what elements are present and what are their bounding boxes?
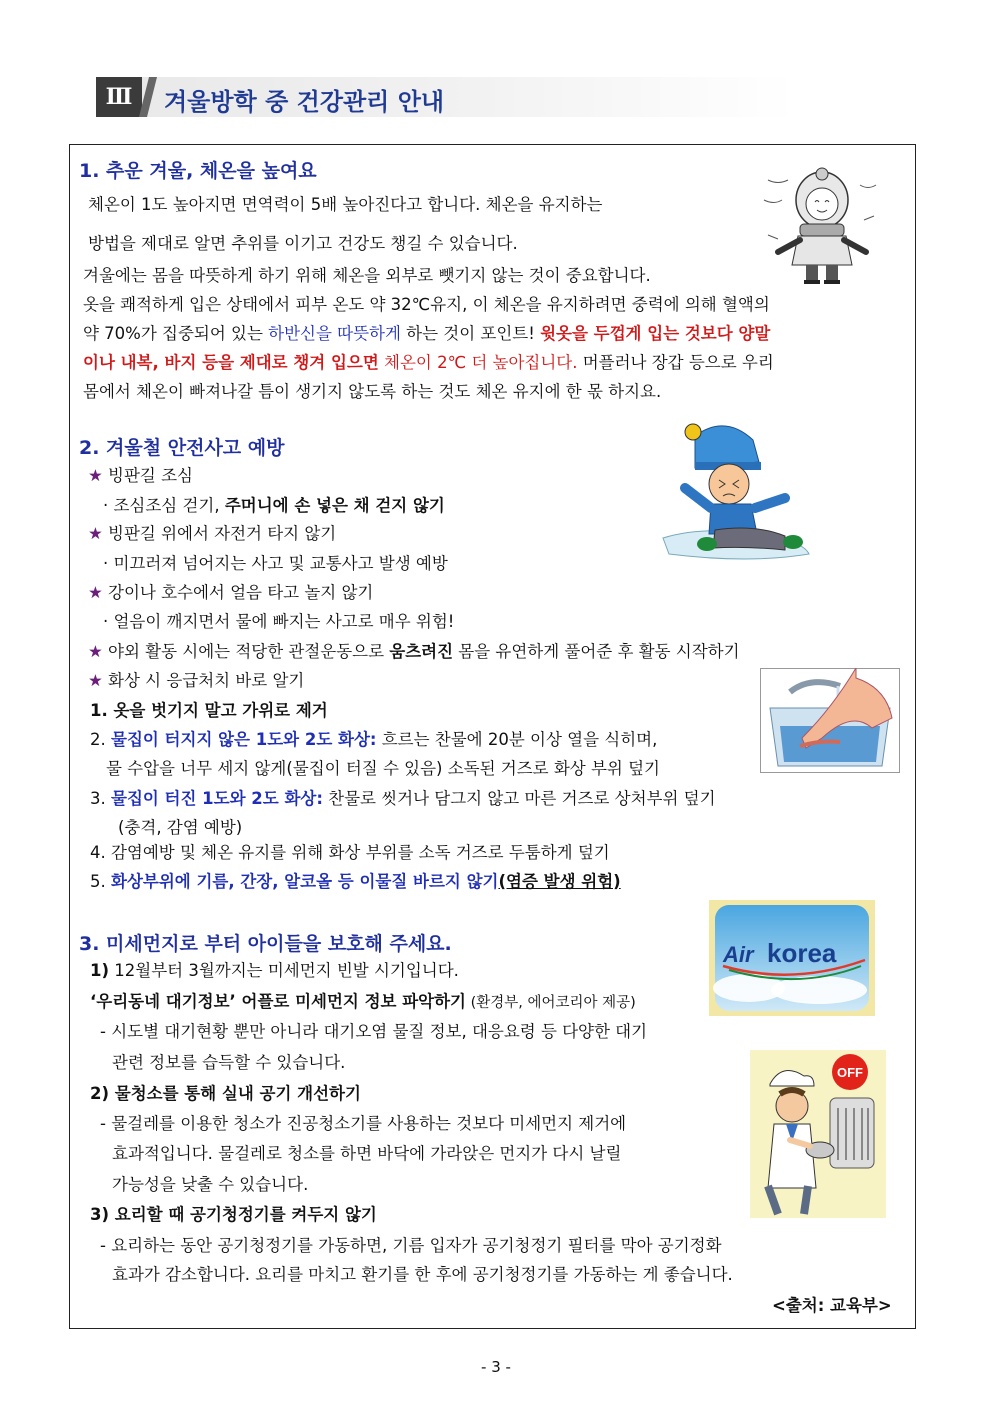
item-text: 빙판길 조심 (108, 466, 193, 485)
off-label: OFF (837, 1065, 863, 1080)
logo-text-korea: korea (767, 938, 837, 968)
text-run-blue: 물집이 터진 1도와 2도 화상: (111, 789, 323, 808)
text-run: 2. (90, 730, 111, 749)
s1-line: 겨울에는 몸을 따뜻하게 하기 위해 체온을 외부로 뺏기지 않는 것이 중요합니다. (83, 266, 651, 285)
s2-subitem: · 얼음이 깨지면서 물에 빠지는 사고로 매우 위험! (103, 612, 455, 631)
s1-line: 옷을 쾌적하게 입은 상태에서 피부 온도 약 32℃유지, 이 체온을 유지하려면 중력에 의해 혈액의 (83, 295, 770, 314)
s3-point-1-detail: - 시도별 대기현황 뿐만 아니라 대기오염 물질 정보, 대응요령 등 다양한 대기 (100, 1022, 648, 1041)
text-run-red: 윗옷을 두껍게 입는 것보다 양말 (540, 324, 771, 343)
s1-line (83, 324, 770, 344)
text-run-bold: 주머니에 손 넣은 채 걷지 않기 (224, 496, 445, 515)
s1-line (83, 353, 774, 373)
winter-child-illustration (760, 160, 885, 290)
text-run-underlined: (염증 발생 위험) (498, 872, 621, 891)
item-text: 빙판길 위에서 자전거 타지 않기 (108, 524, 337, 543)
s1-heading: 1. 추운 겨울, 체온을 높여요 (79, 160, 317, 182)
star-icon: ★ (88, 583, 103, 602)
section-title: 겨울방학 중 건강관리 안내 (164, 88, 445, 116)
s3-point-2-detail: 효과적입니다. 물걸레로 청소를 하면 바닥에 가라앉은 먼지가 다시 날릴 (112, 1144, 622, 1163)
text-run-blue: 하반신을 따뜻하게 (268, 324, 401, 343)
s2-item (88, 524, 336, 544)
airkorea-logo (709, 900, 875, 1016)
star-icon: ★ (88, 671, 103, 690)
s3-point-3-detail: - 요리하는 동안 공기청정기를 가동하면, 기름 입자가 공기청정기 필터를 막아 공기정화 (100, 1236, 722, 1255)
text-run-red: 이나 내복, 바지 등을 제대로 챙겨 입으면 (83, 353, 379, 372)
s3-point-1-app (90, 992, 636, 1013)
text-run: 하는 것이 포인트! (400, 324, 541, 343)
text-run: 12월부터 3월까지는 미세먼지 빈발 시기입니다. (109, 961, 459, 980)
text-run: 3. (90, 789, 111, 808)
item-text: 강이나 호수에서 얼음 타고 놀지 않기 (108, 583, 374, 602)
s3-point-2-detail: 가능성을 낮출 수 있습니다. (112, 1175, 309, 1194)
item-text: 화상 시 응급처치 바로 알기 (108, 671, 305, 690)
burn-step-5 (90, 872, 621, 892)
logo-text-air: Air (723, 942, 754, 967)
text-run: 머플러나 장갑 등으로 우리 (577, 353, 774, 372)
text-run-bold: ‘우리동네 대기정보’ 어플로 미세먼지 정보 파악하기 (90, 992, 466, 1011)
text-run: 약 70%가 집중되어 있는 (83, 324, 269, 343)
slipping-child-illustration (655, 418, 815, 568)
star-icon: ★ (88, 642, 103, 661)
section-header (96, 77, 796, 117)
s3-point-3: 3) 요리할 때 공기청정기를 켜두지 않기 (90, 1205, 377, 1224)
text-run-bold: 1) (90, 961, 110, 980)
s3-point-2-detail: - 물걸레를 이용한 청소가 진공청소기를 사용하는 것보다 미세먼지 제거에 (100, 1114, 627, 1133)
text-run: 찬물로 씻거나 담그지 않고 마른 거즈로 상처부위 덮기 (322, 789, 716, 808)
burn-step-3-cont: (충격, 감염 예방) (118, 818, 243, 837)
burn-step-4: 4. 감염예방 및 체온 유지를 위해 화상 부위를 소독 거즈로 두툼하게 덮기 (90, 843, 610, 862)
text-run-small: (환경부, 에어코리아 제공) (465, 995, 636, 1011)
text-run-blue: 물집이 터지지 않은 1도와 2도 화상: (111, 730, 377, 749)
s2-item (88, 642, 740, 662)
text-run: 5. (90, 872, 111, 891)
text-run: 흐르는 찬물에 20분 이상 열을 식히며, (376, 730, 658, 749)
chef-air-purifier-illustration (750, 1050, 886, 1218)
s2-subitem (103, 496, 445, 516)
text-run-red: 체온이 2℃ 더 높아집니다. (378, 353, 578, 372)
s3-point-1 (90, 961, 459, 981)
s1-line: 체온이 1도 높아지면 면역력이 5배 높아진다고 합니다. 체온을 유지하는 (88, 195, 603, 214)
s2-heading: 2. 겨울철 안전사고 예방 (79, 437, 285, 459)
s3-heading: 3. 미세먼지로 부터 아이들을 보호해 주세요. (79, 933, 452, 955)
text-run: · 조심조심 걷기, (103, 496, 225, 515)
section-number: Ⅲ (96, 77, 142, 117)
burn-step-3 (90, 789, 716, 809)
burn-step-1: 1. 옷을 벗기지 말고 가위로 제거 (90, 701, 328, 720)
s2-item (88, 671, 304, 691)
source-credit: <출처: 교육부> (772, 1296, 892, 1315)
page-number: - 3 - (481, 1358, 511, 1376)
text-run-blue: 화상부위에 기름, 간장, 알코올 등 이물질 바르지 않기 (111, 872, 499, 891)
star-icon: ★ (88, 524, 103, 543)
s3-point-1-detail: 관련 정보를 습득할 수 있습니다. (112, 1053, 346, 1072)
s1-line: 방법을 제대로 알면 추위를 이기고 건강도 챙길 수 있습니다. (88, 234, 518, 253)
star-icon: ★ (88, 466, 103, 485)
s2-item (88, 583, 373, 603)
s2-item (88, 466, 193, 486)
s2-subitem: · 미끄러져 넘어지는 사고 및 교통사고 발생 예방 (103, 554, 448, 573)
text-run: 몸을 유연하게 풀어준 후 활동 시작하기 (453, 642, 740, 661)
s3-point-2: 2) 물청소를 통해 실내 공기 개선하기 (90, 1084, 361, 1103)
text-run-bold: 움츠려진 (389, 642, 454, 661)
s1-line: 몸에서 체온이 빠져나갈 틈이 생기지 않도록 하는 것도 체온 유지에 한 몫 하지요. (83, 382, 662, 401)
s3-point-3-detail: 효과가 감소합니다. 요리를 마치고 환기를 한 후에 공기청정기를 가동하는 게 좋습니다. (112, 1265, 733, 1284)
burn-step-2 (90, 730, 657, 750)
burn-step-2-cont: 물 수압을 너무 세지 않게(물집이 터질 수 있음) 소독된 거즈로 화상 부위 덮기 (106, 759, 660, 778)
text-run: 야외 활동 시에는 적당한 관절운동으로 (108, 642, 390, 661)
burn-first-aid-illustration (760, 668, 900, 773)
